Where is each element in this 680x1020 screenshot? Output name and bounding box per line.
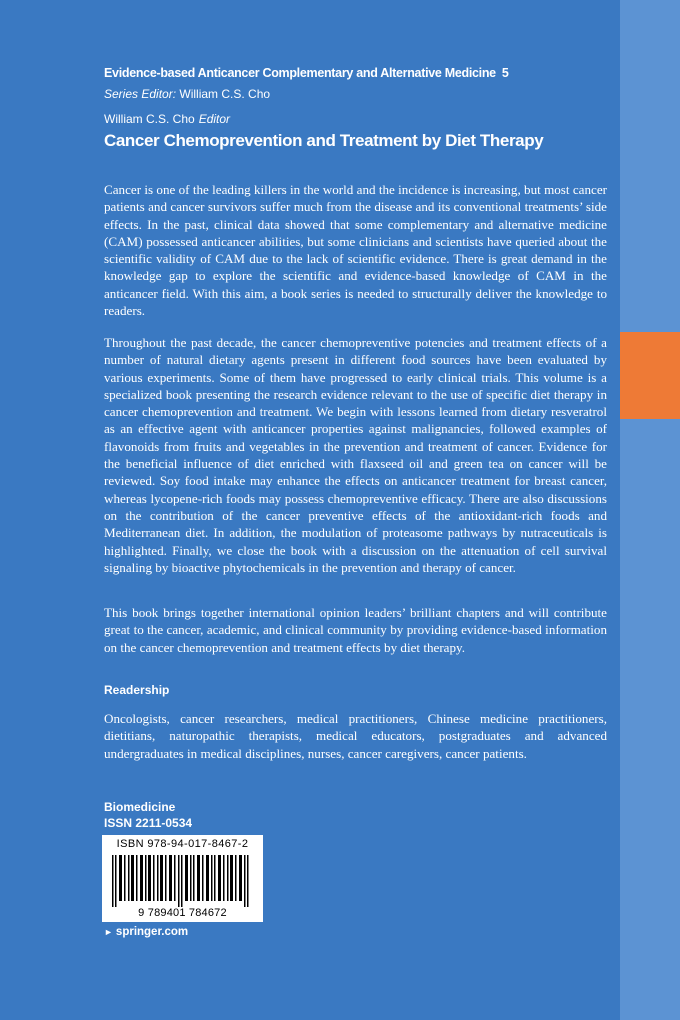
series-editor-line <box>104 87 270 101</box>
subject-block <box>104 799 192 831</box>
series-editor-name: William C.S. Cho <box>179 87 271 101</box>
description-paragraph-3: This book brings together international opinion leaders’ brilliant chapters and will contribute great to the cancer, academic, and clinical community by providing evidence-based information on the cancer chemoprevention and treatment effects by diet therapy. <box>104 605 607 655</box>
barcode-bars-icon <box>110 855 255 907</box>
subject-category: Biomedicine <box>104 800 176 814</box>
series-editor-label: Series Editor: <box>104 87 177 101</box>
readership-text: Oncologists, cancer researchers, medical practitioners, Chinese medicine practitioners, dietitians, naturopathic therapists, medical educators, postgraduates and advanced undergraduates in medical disciplines, nurses, cancer caregivers, cancer patients. <box>104 711 607 761</box>
springer-link[interactable] <box>104 926 188 938</box>
barcode-digits: 9 789401 784672 <box>138 907 227 919</box>
series-volume: 5 <box>501 66 509 80</box>
springer-link-text[interactable]: springer.com <box>115 926 189 938</box>
issn-number: ISSN 2211-0534 <box>104 816 193 830</box>
orange-color-tab <box>620 332 680 419</box>
arrow-right-icon: ► <box>104 927 113 937</box>
book-editor-line <box>104 112 230 126</box>
readership-heading: Readership <box>104 683 170 697</box>
description-paragraph-2: Throughout the past decade, the cancer chemopreventive potencies and treatment effects of a number of natural dietary agents present in different food sources have been evaluated by various experiments. Some of them have progressed to early clinical trials. This volume is a specialized book presenting the research evidence relevant to the use of specific diet therapy in cancer chemoprevention and treatment. We begin with lessons learned from dietary resveratrol as an effective agent with anticancer properties against malignancies, followed examples of flavonoids from fruits and vegetables in the prevention and treatment of cancer. Evidence for the beneficial influence of diet enriched with flaxseed oil and green tea on cancer will be reviewed. Soy food intake may enhance the effects on anticancer treatment for breast cancer, whereas lycopene-rich foods may possess chemopreventive efficacy. There are also discussions on the contribution of the cancer preventive effects of the antioxidant-rich foods and Mediterranean diet. In addition, the modulation of proteasome pathways by nutraceuticals is highlighted. Finally, we close the book with a discussion on the attenuation of cell survival signaling by bioactive phytochemicals in the prevention and therapy of cancer. <box>104 335 607 575</box>
book-editor-name: William C.S. Cho <box>104 112 195 126</box>
series-title-line <box>104 66 508 80</box>
isbn-label: ISBN 978-94-017-8467-2 <box>116 838 249 850</box>
book-editor-role: Editor <box>198 112 231 126</box>
series-title: Evidence-based Anticancer Complementary and Alternative Medicine <box>104 66 496 80</box>
isbn-barcode <box>102 835 263 922</box>
description-paragraph-1: Cancer is one of the leading killers in the world and the incidence is increasing, but most cancer patients and cancer survivors suffer much from the disease and its conventional treatments’ side effects. In the past, clinical data showed that some complementary and alternative medicine (CAM) possessed anticancer abilities, but some clinicians and scientists have queried about the scientific validity of CAM due to the lack of scientific evidence. There is great demand in the knowledge gap to explore the scientific and evidence-based knowledge of CAM in the anticancer field. With this aim, a book series is needed to structurally deliver the knowledge to readers. <box>104 182 607 319</box>
spine-edge-strip <box>620 0 680 1020</box>
book-title: Cancer Chemoprevention and Treatment by Diet Therapy <box>104 131 544 150</box>
